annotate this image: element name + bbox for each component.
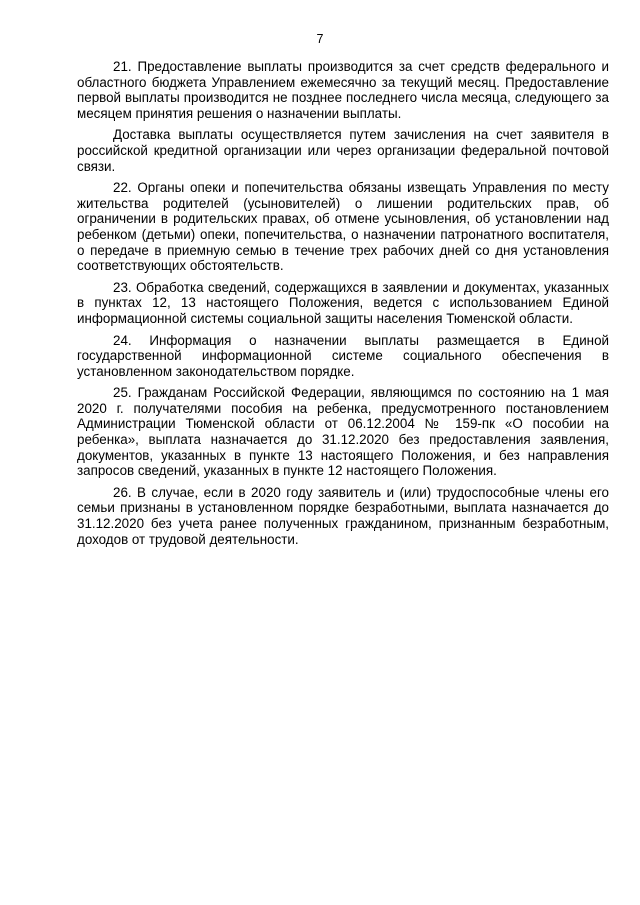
page-number: 7 <box>316 32 324 46</box>
paragraph-22: 22. Органы опеки и попечительства обязаны извещать Управления по месту жительства родителей (усыновителей) о лишении родительских прав, об ограничении в родительских правах, об отмене усыновления, об установлении над ребенком (детьми) опеки, попечительства, о назначении патронатного воспитателя, о передаче в приемную семью в течение трех рабочих дней со дня установления соответствующих обстоятельств. <box>77 180 609 274</box>
paragraph-26: 26. В случае, если в 2020 году заявитель и (или) трудоспособные члены его семьи признаны в установленном порядке безработными, выплата назначается до 31.12.2020 без учета ранее полученных гражданином, признанным безработным, доходов от трудовой деятельности. <box>77 484 609 547</box>
paragraph-24: 24. Информация о назначении выплаты размещается в Единой государственной информационной системе социального обеспечения в установленном законодательством порядке. <box>77 332 609 379</box>
paragraph-23: 23. Обработка сведений, содержащихся в заявлении и документах, указанных в пунктах 12, 13 настоящего Положения, ведется с использованием Единой информационной системы социальной защиты населения Тюменской области. <box>77 279 609 326</box>
paragraph-delivery: Доставка выплаты осуществляется путем зачисления на счет заявителя в российской кредитной организации или через организации федеральной почтовой связи. <box>77 127 609 174</box>
paragraph-25: 25. Гражданам Российской Федерации, являющимся по состоянию на 1 мая 2020 г. получателями пособия на ребенка, предусмотренного постановлением Администрации Тюменской области от 06.12.2004 № 159-пк «О пособии на ребенка», выплата назначается до 31.12.2020 без предоставления заявления, документов, указанных в пункте 13 настоящего Положения, и без направления запросов сведений, указанных в пункте 12 настоящего Положения. <box>77 385 609 479</box>
document-body <box>77 59 609 553</box>
paragraph-21: 21. Предоставление выплаты производится за счет средств федерального и областного бюджета Управлением ежемесячно за текущий месяц. Предоставление первой выплаты производится не позднее последнего числа месяца, следующего за месяцем принятия решения о назначении выплаты. <box>77 59 609 121</box>
